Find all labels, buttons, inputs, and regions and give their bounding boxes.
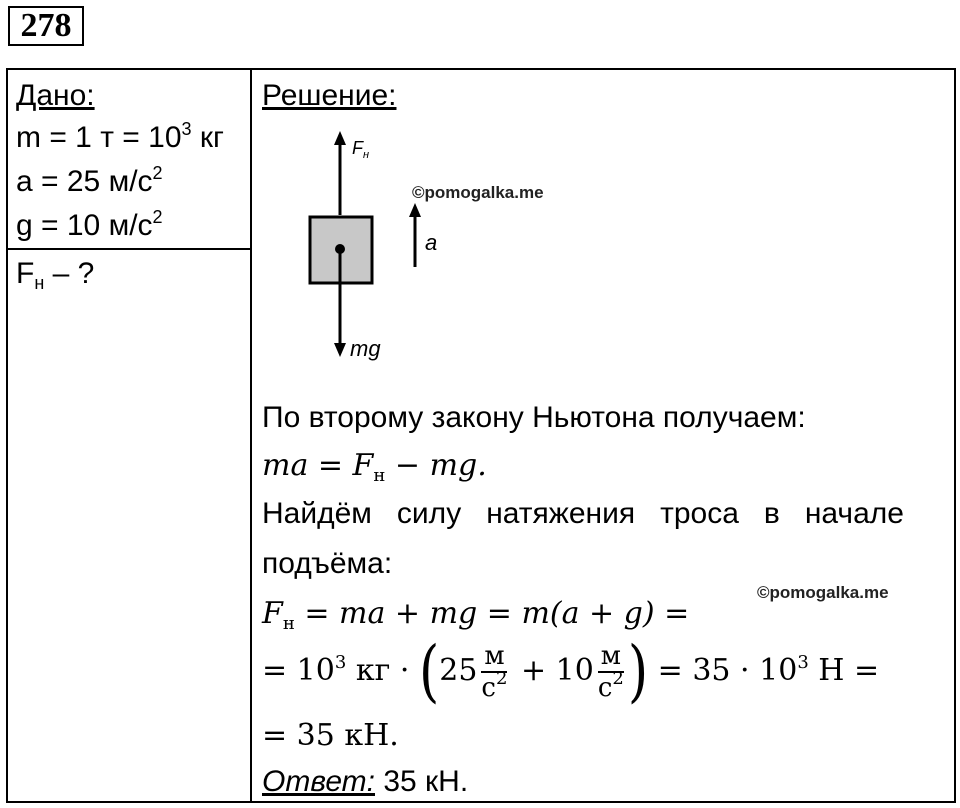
given-acceleration: a = 25 $м/с^2$ xyxy=(16,163,163,198)
given-heading: Дано: xyxy=(16,79,95,112)
find-tension-text-1: Найдём силу натяжения троса в начале xyxy=(262,497,904,530)
gravity-arrow-head xyxy=(334,343,346,357)
solution-heading: Решение: xyxy=(262,79,397,112)
watermark: ©pomogalka.me xyxy=(412,183,544,202)
equation-result: = 35 кН. xyxy=(262,718,399,753)
given-gravity: g = 10 $м/с^2$ xyxy=(16,207,163,242)
equation-newton: ma = $F_н$ − mg. xyxy=(262,448,487,486)
fraction-units-2: $\frac{м}{с^2}$ xyxy=(597,641,624,703)
problem-number: 278 xyxy=(8,6,84,46)
force-diagram xyxy=(290,125,470,370)
newton-law-text: По второму закону Ньютона получаем: xyxy=(262,401,806,434)
tension-label: $F_н$ xyxy=(352,138,370,161)
find-tension-text-2: подъёма: xyxy=(262,547,393,580)
acceleration-arrow-head xyxy=(409,203,421,217)
column-divider xyxy=(250,68,252,803)
find-quantity: $F_н$ – ? xyxy=(16,257,95,293)
equation-tension: $F_н$ = ma + mg = m(a + g) = xyxy=(262,596,690,634)
gravity-label: mg xyxy=(350,336,381,361)
acceleration-label: a xyxy=(425,230,438,255)
tension-arrow-head xyxy=(334,131,346,145)
equation-calculation: = $10^3$ кг · (25 $\frac{м}{с^2}$ + 10 $\frac{м}{с^2}$ ) = $35 \cdot 10^3$ Н = xyxy=(262,633,880,711)
fraction-units-1: $\frac{м}{с^2}$ xyxy=(481,641,508,703)
answer: Ответ: 35 кН. xyxy=(262,765,469,798)
given-mass: m = 1 $т = 10^3$ кг xyxy=(16,119,224,154)
given-divider xyxy=(6,248,252,250)
watermark-2: ©pomogalka.me xyxy=(757,583,889,602)
